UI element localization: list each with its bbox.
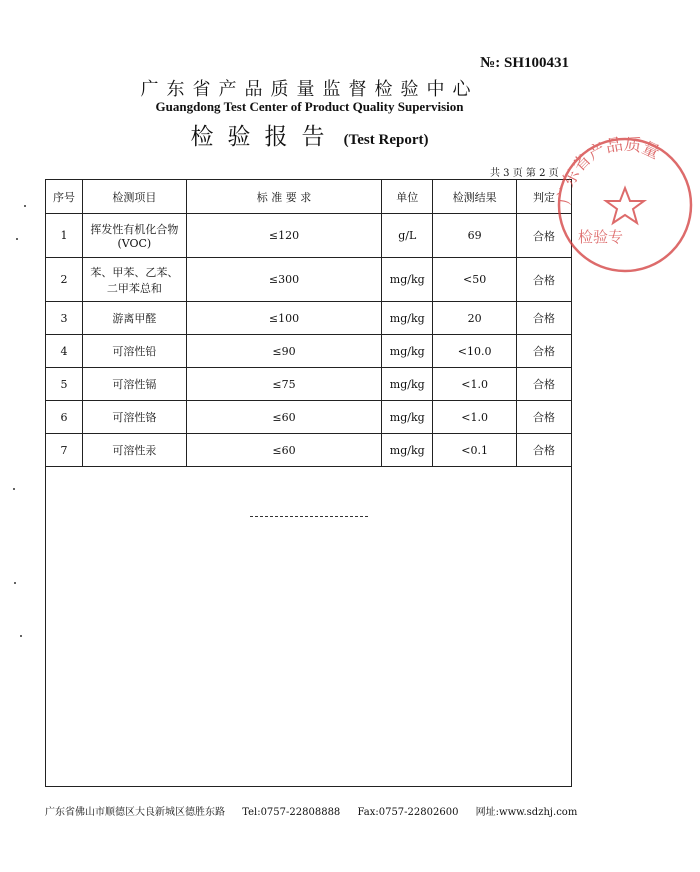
report-title <box>0 118 619 151</box>
cell-requirement: ≤300 <box>186 258 382 302</box>
cell-unit: mg/kg <box>382 335 433 368</box>
scan-speck <box>16 238 18 240</box>
cell-unit: mg/kg <box>382 401 433 434</box>
cell-item: 苯、甲苯、乙苯、二甲苯总和 <box>82 258 186 302</box>
column-header-result: 检测结果 <box>433 180 517 214</box>
table-row <box>46 302 572 335</box>
report-title-cn: 检验报告 <box>190 124 339 150</box>
seal-star-icon <box>606 188 644 223</box>
report-title-en: (Test Report) <box>343 132 429 148</box>
cell-verdict: 合格 <box>517 214 572 258</box>
cell-unit: mg/kg <box>382 434 433 467</box>
footer-website: 网址:www.sdzhj.com <box>475 807 578 818</box>
results-table <box>45 179 572 467</box>
cell-result: <1.0 <box>433 401 517 434</box>
footer-address: 广东省佛山市顺德区大良新城区德胜东路 <box>45 807 225 818</box>
cell-requirement: ≤60 <box>186 434 382 467</box>
cell-verdict: 合格 <box>517 368 572 401</box>
cell-no: 7 <box>46 434 83 467</box>
cell-no: 5 <box>46 368 83 401</box>
cell-item: 可溶性镉 <box>82 368 186 401</box>
footer <box>45 803 585 818</box>
table-row <box>46 434 572 467</box>
cell-result: <50 <box>433 258 517 302</box>
cell-unit: mg/kg <box>382 302 433 335</box>
cell-unit: mg/kg <box>382 368 433 401</box>
cell-result: <0.1 <box>433 434 517 467</box>
seal-bottom-text: 检验专 <box>578 228 624 246</box>
organization-name-cn: 广东省产品质量监督检验中心 <box>140 79 479 100</box>
cell-result: 20 <box>433 302 517 335</box>
cell-requirement: ≤90 <box>186 335 382 368</box>
scan-speck <box>24 205 26 207</box>
cell-requirement: ≤60 <box>186 401 382 434</box>
cell-no: 2 <box>46 258 83 302</box>
cell-no: 6 <box>46 401 83 434</box>
table-row <box>46 258 572 302</box>
scan-speck <box>20 635 22 637</box>
table-row <box>46 401 572 434</box>
cell-no: 4 <box>46 335 83 368</box>
cell-no: 3 <box>46 302 83 335</box>
cell-verdict: 合格 <box>517 434 572 467</box>
table-row <box>46 335 572 368</box>
cell-requirement: ≤120 <box>186 214 382 258</box>
column-header-item: 检测项目 <box>82 180 186 214</box>
cell-result: 69 <box>433 214 517 258</box>
table-row <box>46 214 572 258</box>
scan-speck <box>14 582 16 584</box>
official-seal-stamp <box>550 130 700 280</box>
cell-unit: mg/kg <box>382 258 433 302</box>
cell-result: <10.0 <box>433 335 517 368</box>
column-header-requirement: 标 准 要 求 <box>186 180 382 214</box>
report-number: №: SH100431 <box>480 55 569 71</box>
cell-item: 挥发性有机化合物(VOC) <box>82 214 186 258</box>
column-header-verdict: 判定 <box>517 180 572 214</box>
cell-item: 可溶性汞 <box>82 434 186 467</box>
cell-verdict: 合格 <box>517 258 572 302</box>
cell-no: 1 <box>46 214 83 258</box>
organization-name-en: Guangdong Test Center of Product Quality Supervision <box>155 99 464 114</box>
footer-fax: Fax:0757-22802600 <box>357 807 459 818</box>
scan-speck <box>13 488 15 490</box>
table-row <box>46 368 572 401</box>
cell-result: <1.0 <box>433 368 517 401</box>
seal-arc-text: 广东省产品质量 <box>554 134 663 206</box>
cell-requirement: ≤75 <box>186 368 382 401</box>
page-indicator: 共 3 页 第 2 页 <box>490 168 559 179</box>
cell-item: 游离甲醛 <box>82 302 186 335</box>
cell-verdict: 合格 <box>517 302 572 335</box>
cell-verdict: 合格 <box>517 401 572 434</box>
end-of-table-divider <box>250 516 368 517</box>
cell-item: 可溶性铅 <box>82 335 186 368</box>
table-header-row <box>46 180 572 214</box>
column-header-unit: 单位 <box>382 180 433 214</box>
column-header-no: 序号 <box>46 180 83 214</box>
footer-tel: Tel:0757-22808888 <box>242 807 341 818</box>
cell-verdict: 合格 <box>517 335 572 368</box>
cell-item: 可溶性铬 <box>82 401 186 434</box>
cell-requirement: ≤100 <box>186 302 382 335</box>
cell-unit: g/L <box>382 214 433 258</box>
